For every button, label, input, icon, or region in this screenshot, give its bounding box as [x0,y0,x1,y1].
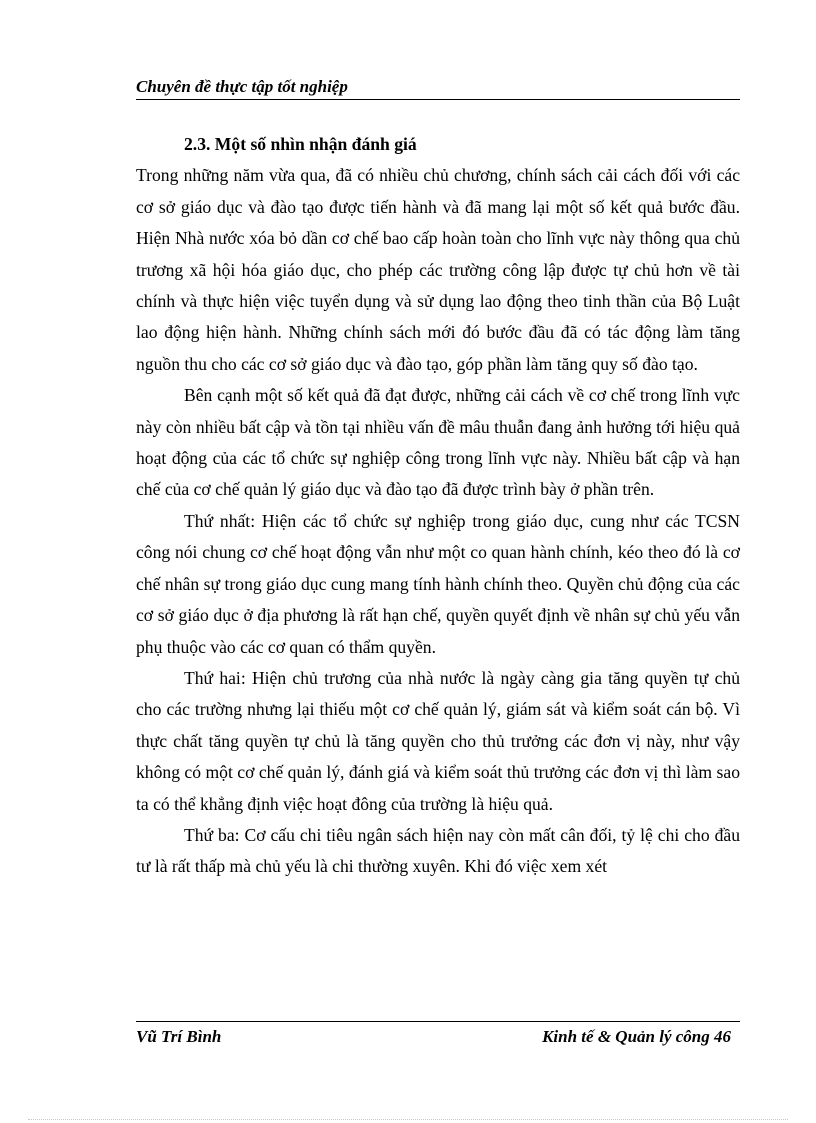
paragraph-besides: Bên cạnh một số kết quả đã đạt được, những cải cách về cơ chế trong lĩnh vực này còn nhiều bất cập và tồn tại nhiều vấn đề mâu thuẫn đang ảnh hưởng tới hiệu quả hoạt động của các tổ chức sự nghiệp công trong lĩnh vực này. Nhiều bất cập và hạn chế của cơ chế quản lý giáo dục và đào tạo đã được trình bày ở phần trên. [136,385,740,500]
paragraph-intro: Trong những năm vừa qua, đã có nhiều chủ chương, chính sách cải cách đối với các cơ sở giáo dục và đào tạo được tiến hành và đã mang lại một số kết quả bước đầu. Hiện Nhà nước xóa bỏ dần cơ chế bao cấp hoàn toàn cho lĩnh vực này thông qua chủ trương xã hội hóa giáo dục, cho phép các trường công lập được tự chủ hơn về tài chính và thực hiện việc tuyển dụng và sử dụng lao động theo tinh thần của Bộ Luật lao động hiện hành. Những chính sách mới đó bước đầu đã có tác động làm tăng nguồn thu cho các cơ sở giáo dục và đào tạo, góp phần làm tăng quy số đào tạo. [136,165,740,374]
header-title: Chuyên đề thực tập tốt nghiệp [136,77,348,96]
page-footer [136,1026,731,1048]
footer-author: Vũ Trí Bình [136,1027,222,1046]
page-header [136,76,740,100]
paragraph-first-point: Thứ nhất: Hiện các tổ chức sự nghiệp trong giáo dục, cung như các TCSN công nói chung cơ chế hoạt động vẫn như một co quan hành chính, kéo theo đó là cơ chế nhân sự trong giáo dục cung mang tính hành chính theo. Quyền chủ động của các cơ sở giáo dục ở địa phương là rất hạn chế, quyền quyết định về nhân sự chủ yếu vẫn phụ thuộc vào các cơ quan có thẩm quyền. [136,510,740,657]
page-bottom-edge [28,1119,788,1120]
footer-divider [136,1021,740,1022]
paragraph-third-point: Thứ ba: Cơ cấu chi tiêu ngân sách hiện nay còn mất cân đối, tỷ lệ chi cho đầu tư là rất thấp mà chủ yếu là chi thường xuyên. Khi đó việc xem xét [136,824,740,877]
paragraph-second-point: Thứ hai: Hiện chủ trương của nhà nước là ngày càng gia tăng quyền tự chủ cho các trường nhưng lại thiếu một cơ chế quản lý, giám sát và kiểm soát cán bộ. Vì thực chất tăng quyền tự chủ là tăng quyền cho thủ trưởng các đơn vị này, như vậy không có một cơ chế quản lý, đánh giá và kiểm soát thủ trưởng các đơn vị thì làm sao ta có thể khẳng định việc hoạt đông của trường là hiệu quả. [136,667,740,814]
footer-class-info: Kinh tế & Quản lý công 46 [542,1027,731,1046]
page-body [136,129,740,883]
section-heading: 2.3. Một số nhìn nhận đánh giá [184,134,417,154]
